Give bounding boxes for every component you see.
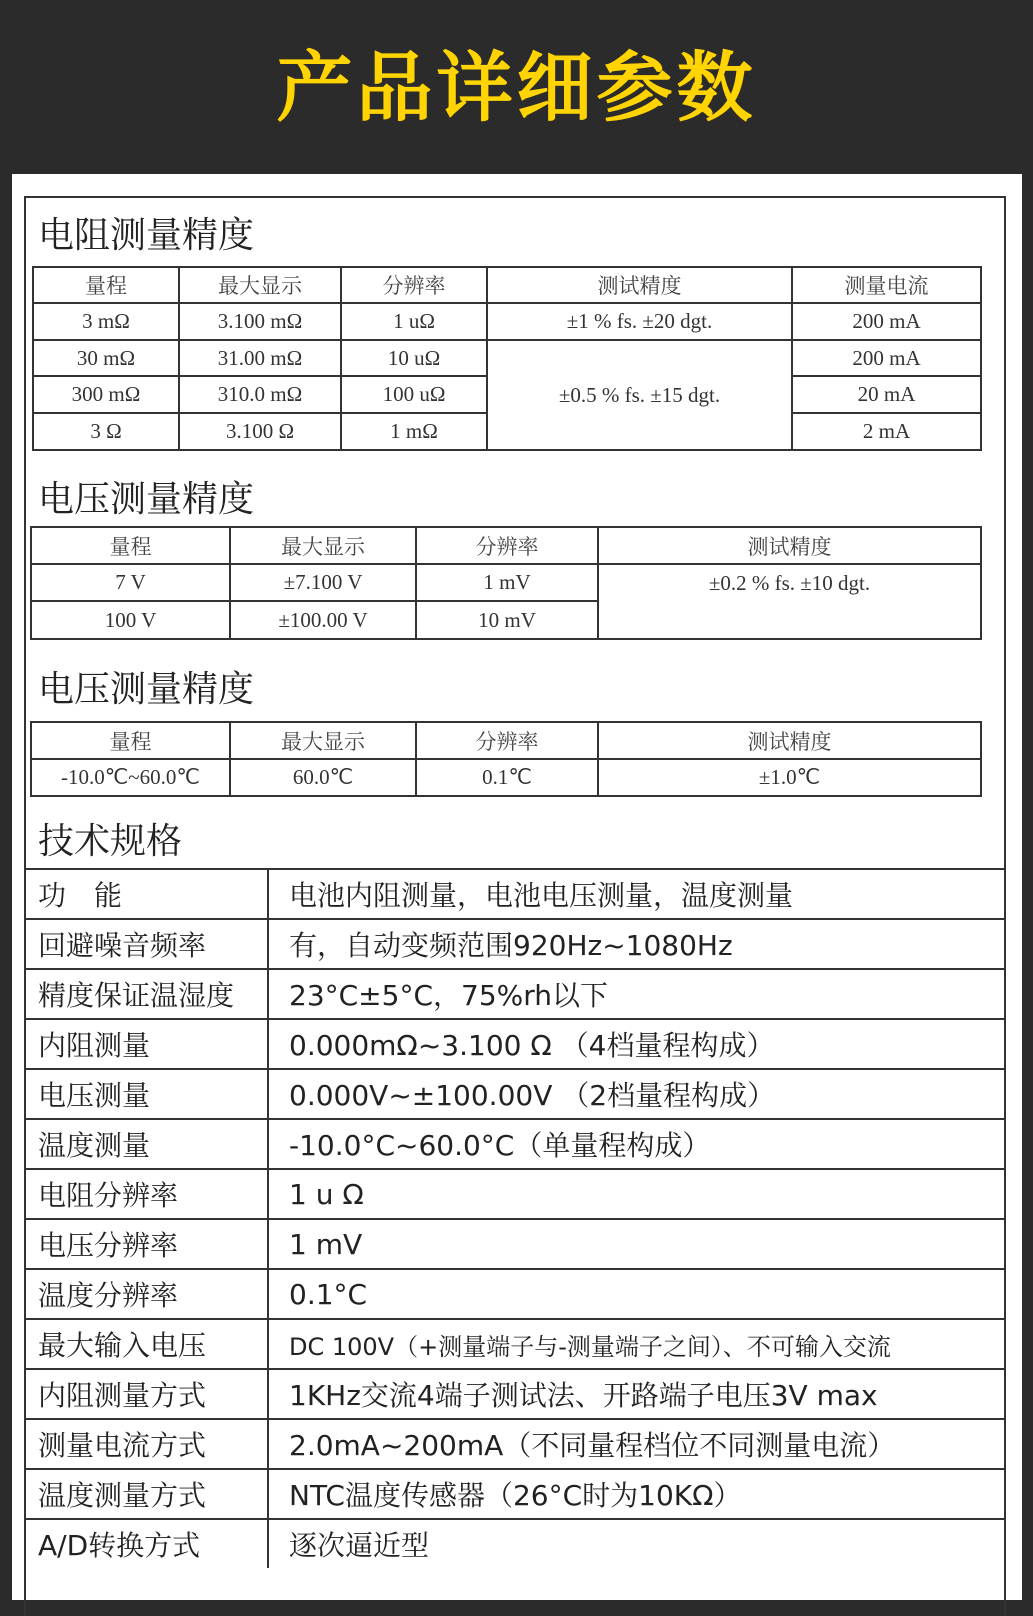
spec-key: 功 能 bbox=[24, 869, 268, 919]
header-cell: 最大显示 bbox=[179, 267, 341, 303]
max-display-cell: 60.0℃ bbox=[230, 759, 416, 796]
table-row bbox=[24, 1369, 1006, 1419]
table-row bbox=[24, 1019, 1006, 1069]
range-cell: 3 Ω bbox=[33, 413, 179, 450]
spec-value: 0.000mΩ~3.100 Ω （4档量程构成） bbox=[268, 1019, 1006, 1069]
spec-value: 逐次逼近型 bbox=[268, 1519, 1006, 1568]
accuracy-cell: ±0.5 % fs. ±15 dgt. bbox=[487, 340, 792, 450]
spec-value: NTC温度传感器（26°C时为10KΩ） bbox=[268, 1469, 1006, 1519]
current-cell: 200 mA bbox=[792, 303, 981, 340]
resolution-cell: 1 uΩ bbox=[341, 303, 487, 340]
spec-key: 电阻分辨率 bbox=[24, 1169, 268, 1219]
specs-section-title: 技术规格 bbox=[38, 821, 183, 862]
header-cell: 测试精度 bbox=[487, 267, 792, 303]
resolution-cell: 10 uΩ bbox=[341, 340, 487, 376]
header-cell: 最大显示 bbox=[230, 722, 416, 759]
table-row bbox=[24, 1419, 1006, 1469]
table-row bbox=[24, 1219, 1006, 1269]
voltage-table bbox=[30, 526, 982, 640]
resolution-cell: 1 mΩ bbox=[341, 413, 487, 450]
resolution-cell: 10 mV bbox=[416, 601, 598, 639]
range-cell: 30 mΩ bbox=[33, 340, 179, 376]
current-cell: 2 mA bbox=[792, 413, 981, 450]
spec-value: 2.0mA~200mA（不同量程档位不同测量电流） bbox=[268, 1419, 1006, 1469]
header-cell: 测试精度 bbox=[598, 722, 981, 759]
spec-key: 温度测量 bbox=[24, 1119, 268, 1169]
table-row bbox=[24, 1519, 1006, 1568]
header-cell: 分辨率 bbox=[341, 267, 487, 303]
spec-value: 电池内阻测量，电池电压测量，温度测量 bbox=[268, 869, 1006, 919]
spec-key: 温度分辨率 bbox=[24, 1269, 268, 1319]
resolution-cell: 0.1℃ bbox=[416, 759, 598, 796]
max-display-cell: 3.100 Ω bbox=[179, 413, 341, 450]
table-row bbox=[24, 1319, 1006, 1369]
max-display-cell: ±7.100 V bbox=[230, 564, 416, 601]
table-header-row bbox=[31, 722, 981, 759]
spec-sheet bbox=[12, 174, 1022, 1600]
spec-key: A/D转换方式 bbox=[24, 1519, 268, 1568]
table-row bbox=[24, 869, 1006, 919]
header-cell: 量程 bbox=[33, 267, 179, 303]
range-cell: 7 V bbox=[31, 564, 230, 601]
range-cell: 100 V bbox=[31, 601, 230, 639]
table-row bbox=[24, 1269, 1006, 1319]
max-display-cell: 31.00 mΩ bbox=[179, 340, 341, 376]
spec-key: 最大输入电压 bbox=[24, 1319, 268, 1369]
spec-value: 0.1°C bbox=[268, 1269, 1006, 1319]
accuracy-cell: ±1.0℃ bbox=[598, 759, 981, 796]
table-header-row bbox=[31, 527, 981, 564]
table-row bbox=[24, 969, 1006, 1019]
header-cell: 分辨率 bbox=[416, 722, 598, 759]
spec-key: 电压分辨率 bbox=[24, 1219, 268, 1269]
spec-key: 回避噪音频率 bbox=[24, 919, 268, 969]
spec-key: 温度测量方式 bbox=[24, 1469, 268, 1519]
spec-value: DC 100V（+测量端子与-测量端子之间）、不可输入交流 bbox=[268, 1319, 1006, 1369]
header-cell: 量程 bbox=[31, 722, 230, 759]
page-title: 产品详细参数 bbox=[276, 43, 757, 132]
spec-key: 测量电流方式 bbox=[24, 1419, 268, 1469]
max-display-cell: 3.100 mΩ bbox=[179, 303, 341, 340]
range-cell: 3 mΩ bbox=[33, 303, 179, 340]
spec-value: 0.000V~±100.00V （2档量程构成） bbox=[268, 1069, 1006, 1119]
header-cell: 量程 bbox=[31, 527, 230, 564]
table-row bbox=[33, 340, 981, 376]
spec-key: 内阻测量 bbox=[24, 1019, 268, 1069]
temperature-section-title: 电压测量精度 bbox=[38, 669, 255, 710]
accuracy-cell: ±0.2 % fs. ±10 dgt. bbox=[598, 564, 981, 639]
range-cell: 300 mΩ bbox=[33, 376, 179, 413]
resolution-cell: 1 mV bbox=[416, 564, 598, 601]
resolution-cell: 100 uΩ bbox=[341, 376, 487, 413]
max-display-cell: ±100.00 V bbox=[230, 601, 416, 639]
voltage-section-title: 电压测量精度 bbox=[38, 479, 255, 520]
table-row bbox=[24, 1169, 1006, 1219]
table-row bbox=[31, 564, 981, 601]
current-cell: 20 mA bbox=[792, 376, 981, 413]
spec-value: 1 mV bbox=[268, 1219, 1006, 1269]
header-cell: 测量电流 bbox=[792, 267, 981, 303]
header-cell: 测试精度 bbox=[598, 527, 981, 564]
table-row bbox=[31, 759, 981, 796]
header-cell: 分辨率 bbox=[416, 527, 598, 564]
header-banner bbox=[0, 0, 1033, 172]
spec-key: 精度保证温湿度 bbox=[24, 969, 268, 1019]
header-cell: 最大显示 bbox=[230, 527, 416, 564]
range-cell: -10.0℃~60.0℃ bbox=[31, 759, 230, 796]
spec-key: 内阻测量方式 bbox=[24, 1369, 268, 1419]
spec-key: 电压测量 bbox=[24, 1069, 268, 1119]
accuracy-cell: ±1 % fs. ±20 dgt. bbox=[487, 303, 792, 340]
resistance-table bbox=[32, 266, 982, 451]
spec-value: 1 u Ω bbox=[268, 1169, 1006, 1219]
spec-value: -10.0°C~60.0°C（单量程构成） bbox=[268, 1119, 1006, 1169]
table-row bbox=[24, 1069, 1006, 1119]
table-row bbox=[24, 1119, 1006, 1169]
current-cell: 200 mA bbox=[792, 340, 981, 376]
max-display-cell: 310.0 mΩ bbox=[179, 376, 341, 413]
temperature-table bbox=[30, 721, 982, 797]
table-header-row bbox=[33, 267, 981, 303]
table-row bbox=[33, 303, 981, 340]
spec-value: 有，自动变频范围920Hz~1080Hz bbox=[268, 919, 1006, 969]
table-row bbox=[24, 919, 1006, 969]
resistance-section-title: 电阻测量精度 bbox=[38, 215, 255, 256]
spec-value: 23°C±5°C，75%rh以下 bbox=[268, 969, 1006, 1019]
spec-value: 1KHz交流4端子测试法、开路端子电压3V max bbox=[268, 1369, 1006, 1419]
specs-table bbox=[24, 868, 1006, 1568]
table-row bbox=[24, 1469, 1006, 1519]
